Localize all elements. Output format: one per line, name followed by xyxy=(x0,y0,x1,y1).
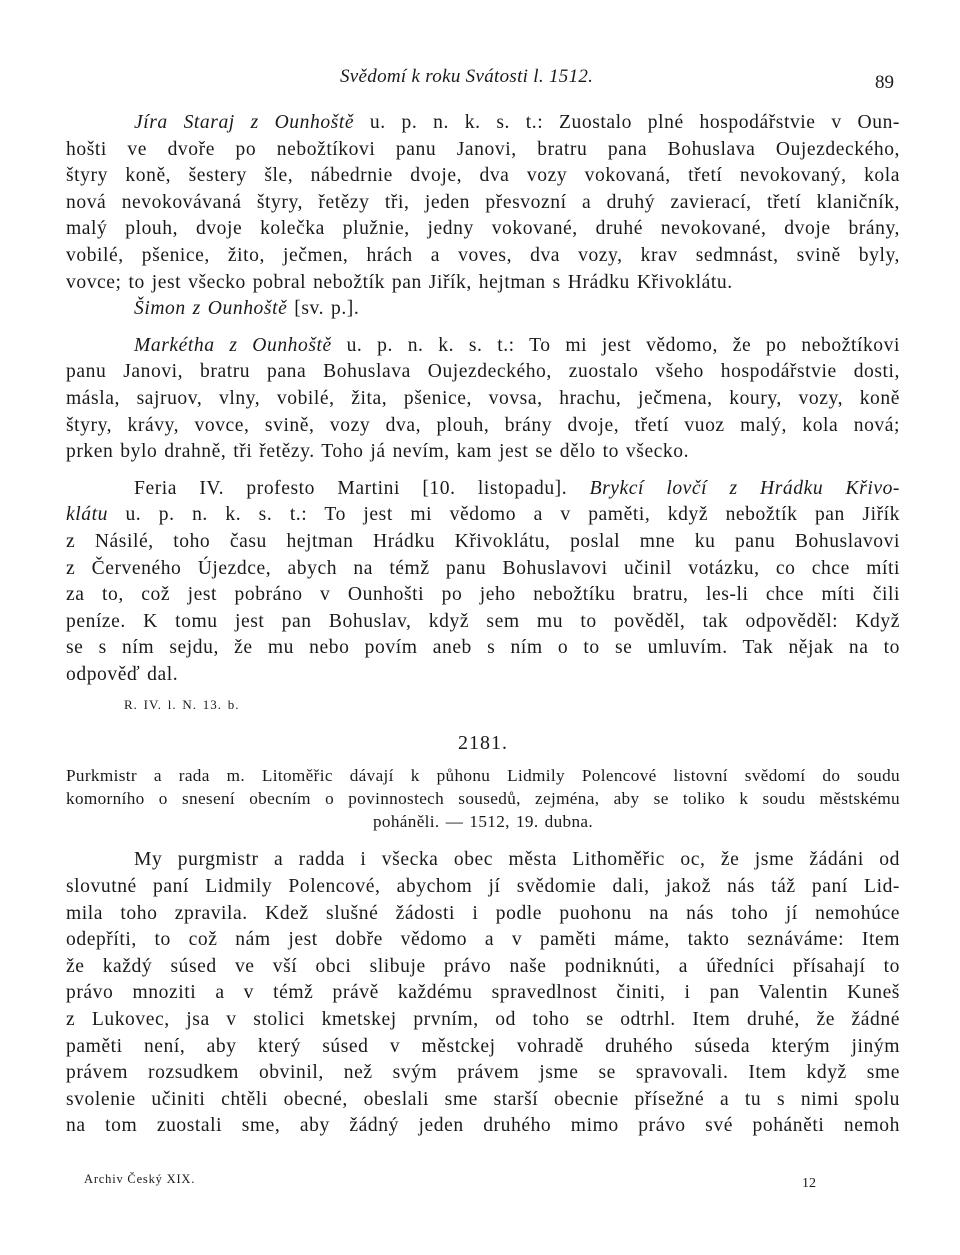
spacer xyxy=(66,833,900,847)
main-text xyxy=(66,110,900,1140)
text-line: právo mnoziti a v témž právě každému spravedlnost činiti, i pan Valentin Kuneš xyxy=(66,982,900,1004)
text-line: vovce; to jest všecko pobral nebožtík pan Jiřík, hejtman s Hrádku Křivoklátu. xyxy=(66,271,733,293)
text-line: másla, sajruov, vlny, vobilé, žita, pšenice, vovsa, hrachu, ječmena, koury, vozy, koně xyxy=(66,387,900,409)
signature-mark: Archiv Český XIX. xyxy=(84,1172,196,1186)
text-line: svolenie učiniti chtěli obecné, obeslali sme starší obecnie přísežné a tu s nimi spolu xyxy=(66,1088,900,1110)
text-line: klátu u. p. n. k. s. t.: To jest mi vědomo a v paměti, když nebožtík pan Jiřík xyxy=(66,504,900,526)
text-line: právem rozsudkem obvinil, než svým právem jsme se spravovali. Item když sme xyxy=(66,1062,900,1084)
witness-name: Brykcí lovčí z Hrádku Křivo- xyxy=(589,477,901,499)
text-line: prken bylo drahně, tři řetězy. Toho já nevím, kam jest se dělo to všecko. xyxy=(66,441,690,463)
witness-name: klátu xyxy=(66,504,108,526)
testimony-brykci xyxy=(66,476,900,719)
signature-name: Šimon z Ounhoště xyxy=(134,298,288,320)
testimony-marketha xyxy=(66,333,900,466)
text-line: za to, což jest pobráno v Ounhošti po jeho nebožtíku bratru, les-li chce míti čili xyxy=(66,584,900,606)
testimony-jira xyxy=(66,110,900,323)
page-number: 89 xyxy=(875,72,894,93)
text-line: z Násilé, toho času hejtman Hrádku Křivoklátu, poslal mne ku panu Bohuslavovi xyxy=(66,530,900,552)
text-line: z Červeného Újezdce, abych na témž panu Bohuslavovi učinil votázku, co chce míti xyxy=(66,557,900,579)
document-number: 2181. xyxy=(458,732,508,755)
document-summary xyxy=(66,764,900,833)
text-line: My purgmistr a radda i všecka obec města Lithoměřic oc, že jsme žádáni od xyxy=(134,849,900,871)
text-line: panu Janovi, bratru pana Bohuslava Oujezdeckého, zuostalo všeho hospodářstvie dosti, xyxy=(66,361,900,383)
archive-reference: R. IV. l. N. 13. b. xyxy=(124,697,240,713)
text-line: peníze. K tomu jest pan Bohuslav, když sem mu to pověděl, tak odpověděl: Když xyxy=(66,610,900,632)
spacer xyxy=(66,466,900,476)
text-line: štyry koně, šestery šle, nábedrnie dvoje, dva vozy vokovaná, třetí nevokovaný, kola xyxy=(66,165,900,187)
text-line: odepříti, to což nám jest dobře vědomo a v paměti máme, takto seznáváme: Item xyxy=(66,929,900,951)
text-line: se s ním sejdu, že mu nebo povím aneb s ním o to se umluvím. Tak nějak na to xyxy=(66,637,900,659)
text-line: paměti není, aby který súsed v městckej vohradě druhého súseda kterým jiným xyxy=(66,1035,900,1057)
text-line: malý plouh, dvoje kolečka plužnie, jedny vokované, druhé nevokované, dvoje brány, xyxy=(66,218,900,240)
text-line: Jíra Staraj z Ounhoště u. p. n. k. s. t.: Zuostalo plné hospodářstvie v Oun- xyxy=(134,112,900,133)
witness-name: Markétha z Ounhoště xyxy=(134,334,332,356)
text-line: vobilé, pšenice, žito, ječmen, hrách a voves, dva vozy, krav sedmnást, svině byly, xyxy=(66,244,900,266)
signature-line: Šimon z Ounhoště [sv. p.]. xyxy=(134,298,360,320)
text-line: na tom zuostali sme, aby žádný jeden druhého mimo právo své poháněti nemoh xyxy=(66,1115,900,1137)
text-line xyxy=(66,476,900,503)
document-text xyxy=(66,847,900,1140)
text-line: nová nevokovávaná štyry, řetězy tři, jeden přesvozní a druhý zavierací, třetí klaničník, xyxy=(66,191,900,213)
summary-line: komorního o snesení obecním o povinnostech sousedů, zejména, aby se toliko k soudu městskému xyxy=(66,789,900,809)
text-line: odpověď dal. xyxy=(66,663,179,685)
text-line: slovutné paní Lidmily Polencové, abychom jí svědomie dali, jakož nás táž paní Lid- xyxy=(66,876,900,898)
spacer xyxy=(66,323,900,333)
witness-name: Jíra Staraj z Ounhoště xyxy=(134,112,355,133)
text-line: z Lukovec, jsa v stolici kmetskej prvním, od toho se odtrhl. Item druhé, že žádné xyxy=(66,1009,900,1031)
running-title: Svědomí k roku Svátosti l. 1512. xyxy=(340,66,594,87)
text-line: Markétha z Ounhoště u. p. n. k. s. t.: To mi jest vědomo, že po nebožtíkovi xyxy=(134,334,900,356)
text-line: že každý súsed ve vší obci slibuje právo naše podniknúti, a úředníci přísahají to xyxy=(66,955,900,977)
running-header xyxy=(66,66,900,93)
page-footer xyxy=(66,1172,900,1192)
date-text: Feria IV. profesto Martini [10. listopadu]. xyxy=(134,477,590,499)
summary-line: Purkmistr a rada m. Litoměřic dávají k půhonu Lidmily Polencové listovní svědomí do soudu xyxy=(66,766,900,786)
sheet-number: 12 xyxy=(802,1176,816,1191)
text-line: štyry, krávy, vovce, svině, vozy dva, plouh, brány dvoje, třetí vuoz malý, kola nová; xyxy=(66,414,900,436)
text-line: mila toho zpravila. Kdež slušné žádosti i podle puohonu na nás toho jí nemohúce xyxy=(66,902,900,924)
text-line: hošti ve dvoře po nebožtíkovi panu Janovi, bratru pana Bohuslava Oujezdeckého, xyxy=(66,138,900,160)
summary-date-line: poháněli. — 1512, 19. dubna. xyxy=(372,812,594,832)
